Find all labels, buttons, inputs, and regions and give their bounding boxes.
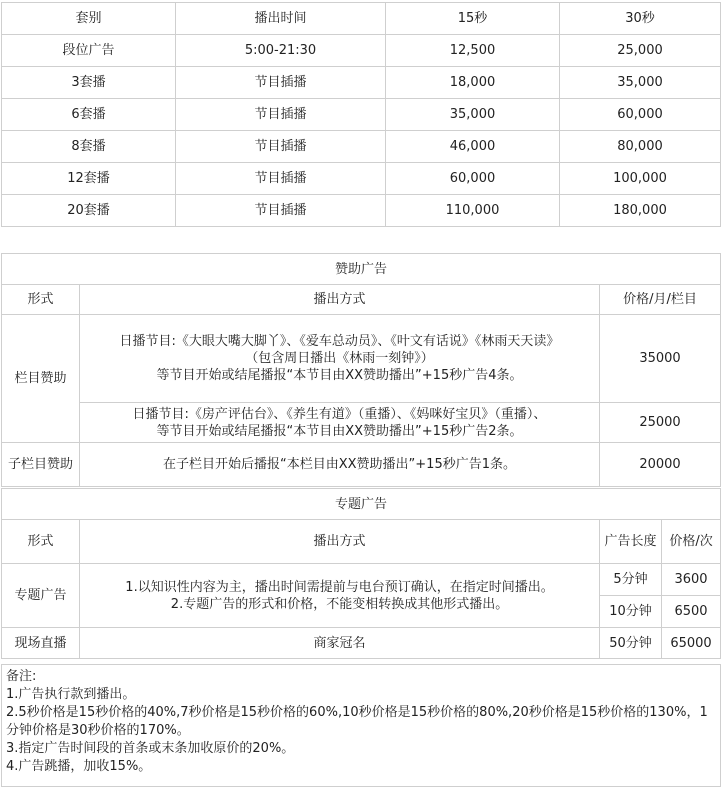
cell: 60,000: [560, 99, 721, 131]
description-cell: [80, 564, 600, 628]
table-row: [2, 195, 721, 227]
cell: 35,000: [560, 67, 721, 99]
cell: 180,000: [560, 195, 721, 227]
row-label: 现场直播: [2, 628, 80, 659]
price-cell: 20000: [600, 443, 721, 487]
cell: 3套播: [2, 67, 176, 99]
header-cell: 形式: [2, 285, 80, 315]
header-cell: 价格/次: [662, 520, 721, 564]
length-cell: 50分钟: [600, 628, 662, 659]
rate-table-header: [2, 3, 721, 35]
cell: 18,000: [386, 67, 560, 99]
cell: 节目插播: [176, 195, 386, 227]
header-cell: 播出时间: [176, 3, 386, 35]
description-line: 日播节目:《大眼大嘴大脚丫》、《爱车总动员》、《叶文有话说》《林雨天天读》: [119, 334, 560, 349]
price-cell: 25000: [600, 403, 721, 443]
sponsor-header: [2, 285, 721, 315]
header-cell: 形式: [2, 520, 80, 564]
cell: 60,000: [386, 163, 560, 195]
cell: 节目插播: [176, 67, 386, 99]
topic-table: [1, 488, 721, 659]
cell: 5:00-21:30: [176, 35, 386, 67]
section-title: 赞助广告: [2, 254, 721, 285]
cell: 节目插播: [176, 99, 386, 131]
header-cell: 播出方式: [80, 520, 600, 564]
description-cell: [80, 315, 600, 403]
table-row: [2, 315, 721, 403]
cell: 80,000: [560, 131, 721, 163]
price-cell: 3600: [662, 564, 721, 596]
header-cell: 广告长度: [600, 520, 662, 564]
rate-table: [1, 2, 721, 227]
cell: 110,000: [386, 195, 560, 227]
note-line: 4.广告跳播，加收15%。: [6, 759, 152, 774]
header-cell: 30秒: [560, 3, 721, 35]
description-line: （包含周日播出《林雨一刻钟》）: [245, 351, 434, 366]
section-title: 专题广告: [2, 489, 721, 520]
notes-box: [1, 664, 721, 787]
header-cell: 价格/月/栏目: [600, 285, 721, 315]
table-row: [2, 628, 721, 659]
price-cell: 35000: [600, 315, 721, 403]
cell: 节目插播: [176, 131, 386, 163]
note-line: 3.指定广告时间段的首条或末条加收原价的20%。: [6, 741, 295, 756]
length-cell: 5分钟: [600, 564, 662, 596]
note-line: 1.广告执行款到播出。: [6, 687, 136, 702]
header-cell: 播出方式: [80, 285, 600, 315]
header-cell: 套别: [2, 3, 176, 35]
description-line: 日播节目:《房产评估台》、《养生有道》（重播）、《妈咪好宝贝》（重播）、: [132, 406, 547, 422]
cell: 12,500: [386, 35, 560, 67]
table-row: [2, 67, 721, 99]
description-line: 等节目开始或结尾播报“本节目由XX赞助播出”+15秒广告4条。: [156, 368, 523, 383]
table-row: [2, 163, 721, 195]
row-label: 子栏目赞助: [2, 443, 80, 487]
cell: 段位广告: [2, 35, 176, 67]
cell: 6套播: [2, 99, 176, 131]
table-row: [2, 99, 721, 131]
cell: 35,000: [386, 99, 560, 131]
cell: 25,000: [560, 35, 721, 67]
table-row: [2, 35, 721, 67]
price-cell: 65000: [662, 628, 721, 659]
description-cell: 在子栏目开始后播报“本栏目由XX赞助播出”+15秒广告1条。: [80, 443, 600, 487]
cell: 20套播: [2, 195, 176, 227]
description-line: 等节目开始或结尾播报“本节目由XX赞助播出”+15秒广告2条。: [156, 423, 523, 439]
description-cell: [80, 403, 600, 443]
table-row: [2, 443, 721, 487]
cell: 12套播: [2, 163, 176, 195]
group-label: 专题广告: [2, 564, 80, 628]
cell: 100,000: [560, 163, 721, 195]
description-line: 2.专题广告的形式和价格，不能变相转换成其他形式播出。: [170, 596, 509, 612]
description-cell: 商家冠名: [80, 628, 600, 659]
group-label: 栏目赞助: [2, 315, 80, 443]
cell: 节目插播: [176, 163, 386, 195]
cell: 8套播: [2, 131, 176, 163]
cell: 46,000: [386, 131, 560, 163]
note-line: 2.5秒价格是15秒价格的40%,7秒价格是15秒价格的60%,10秒价格是15秒价格的80%,20秒价格是15秒价格的130%，1分钟价格是30秒价格的170%。: [6, 705, 708, 738]
length-cell: 10分钟: [600, 596, 662, 628]
sponsor-table: [1, 253, 721, 487]
table-row: [2, 131, 721, 163]
notes-heading: 备注:: [6, 669, 37, 684]
topic-header: [2, 520, 721, 564]
price-cell: 6500: [662, 596, 721, 628]
description-line: 1.以知识性内容为主，播出时间需提前与电台预订确认，在指定时间播出。: [125, 579, 554, 595]
table-row: [2, 564, 721, 596]
table-row: [2, 403, 721, 443]
header-cell: 15秒: [386, 3, 560, 35]
